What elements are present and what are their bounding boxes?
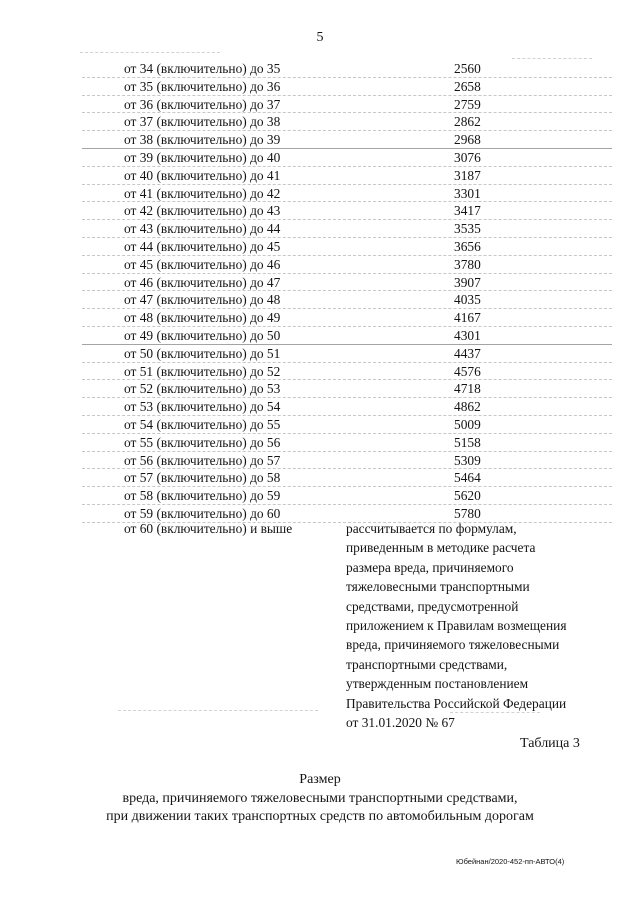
row-range: от 54 (включительно) до 55 [124,416,281,432]
note-line: приложением к Правилам возмещения [346,618,567,634]
table-row [82,309,612,327]
row-range: от 34 (включительно) до 35 [124,61,281,76]
row-value: 3301 [454,185,481,201]
row-range: от 45 (включительно) до 46 [124,256,281,272]
heading-line: при движении таких транспортных средств по автомобильным дорогам [106,809,534,824]
table-row [82,167,612,185]
row-range: от 41 (включительно) до 42 [124,185,281,201]
table-row [82,96,612,114]
table-row [82,487,612,505]
scan-artifact [512,58,592,59]
table-row [82,149,612,167]
note-line: средствами, предусмотренной [346,598,519,614]
table-row [82,380,612,398]
row-value: 5158 [454,434,481,450]
row-range: от 50 (включительно) до 51 [124,345,281,361]
scan-artifact [450,712,540,713]
row-value: 3187 [454,167,481,183]
row-range: от 55 (включительно) до 56 [124,434,281,450]
row-value: 5780 [454,505,481,521]
row-value: 4437 [454,345,481,361]
table-row [82,256,612,274]
row-range: от 48 (включительно) до 49 [124,310,281,326]
note-line: утвержденным постановлением [346,676,529,692]
table-row [82,452,612,470]
table-row [82,185,612,203]
note-line: Правительства Российской Федерации [346,695,567,711]
table-row [82,398,612,416]
row-value: 5620 [454,488,481,504]
row-value: 4167 [454,310,481,326]
note-line: тяжеловесными транспортными [346,579,530,595]
row-value: 3417 [454,203,481,219]
table-row [82,434,612,452]
damage-rate-table [82,60,612,523]
document-footer-code: Юбейнан/2020-452-пп-АВТО(4) [456,857,565,866]
note-line: вреда, причиняемого тяжеловесными [346,637,560,653]
row-range: от 59 (включительно) до 60 [124,505,281,521]
row-value: 2759 [454,96,481,112]
row-value: 3656 [454,238,481,254]
row-value: 3076 [454,149,481,165]
table-row [82,113,612,131]
table-row [82,220,612,238]
row-range: от 49 (включительно) до 50 [124,327,281,343]
row-range: от 60 (включительно) и выше [124,521,293,536]
page-number: 5 [316,30,324,45]
heading-line: вреда, причиняемого тяжеловесными транспортными средствами, [122,790,518,806]
row-range: от 47 (включительно) до 48 [124,292,281,308]
row-range: от 35 (включительно) до 36 [124,78,281,94]
scan-artifact [80,52,220,53]
table-heading [0,771,640,827]
heading-line: Размер [299,772,341,787]
note-line: размера вреда, причиняемого [346,559,514,575]
row-value: 4301 [454,327,481,343]
row-range: от 38 (включительно) до 39 [124,132,281,148]
row-value: 4862 [454,399,481,415]
note-line: от 31.01.2020 № 67 [346,715,455,731]
row-range: от 43 (включительно) до 44 [124,221,281,237]
row-value: 5309 [454,452,481,468]
table-row [82,78,612,96]
row-range: от 42 (включительно) до 43 [124,203,281,219]
note-line: рассчитывается по формулам, [346,521,517,536]
row-range: от 44 (включительно) до 45 [124,238,281,254]
row-range: от 51 (включительно) до 52 [124,363,281,379]
scan-artifact [118,710,318,711]
row-value: 2968 [454,132,481,148]
row-value: 4035 [454,292,481,308]
table-row [82,469,612,487]
table-row [82,327,612,345]
table-row [82,416,612,434]
table-row [82,60,612,78]
row-value: 4576 [454,363,481,379]
table-label: Таблица 3 [520,736,580,751]
row-range: от 53 (включительно) до 54 [124,399,281,415]
table-row [82,202,612,220]
row-range: от 58 (включительно) до 59 [124,488,281,504]
row-value: 3535 [454,221,481,237]
row-value: 2658 [454,78,481,94]
row-range: от 52 (включительно) до 53 [124,381,281,397]
row-range: от 56 (включительно) до 57 [124,452,281,468]
row-range: от 37 (включительно) до 38 [124,114,281,130]
row-value: 3907 [454,274,481,290]
row-value: 4718 [454,381,481,397]
table-row [82,274,612,292]
table-row [82,291,612,309]
row-range: от 40 (включительно) до 41 [124,167,281,183]
row-range: от 46 (включительно) до 47 [124,274,281,290]
row-note [346,519,616,732]
table-row [82,363,612,381]
row-value: 2560 [454,61,481,76]
table-row [82,131,612,149]
note-line: транспортными средствами, [346,656,508,672]
row-value: 5009 [454,416,481,432]
table-row [82,238,612,256]
row-value: 2862 [454,114,481,130]
table-row [82,345,612,363]
note-line: приведенным в методике расчета [346,540,536,556]
row-value: 5464 [454,470,481,486]
row-value: 3780 [454,256,481,272]
row-range: от 36 (включительно) до 37 [124,96,281,112]
row-range: от 39 (включительно) до 40 [124,149,281,165]
row-range: от 57 (включительно) до 58 [124,470,281,486]
